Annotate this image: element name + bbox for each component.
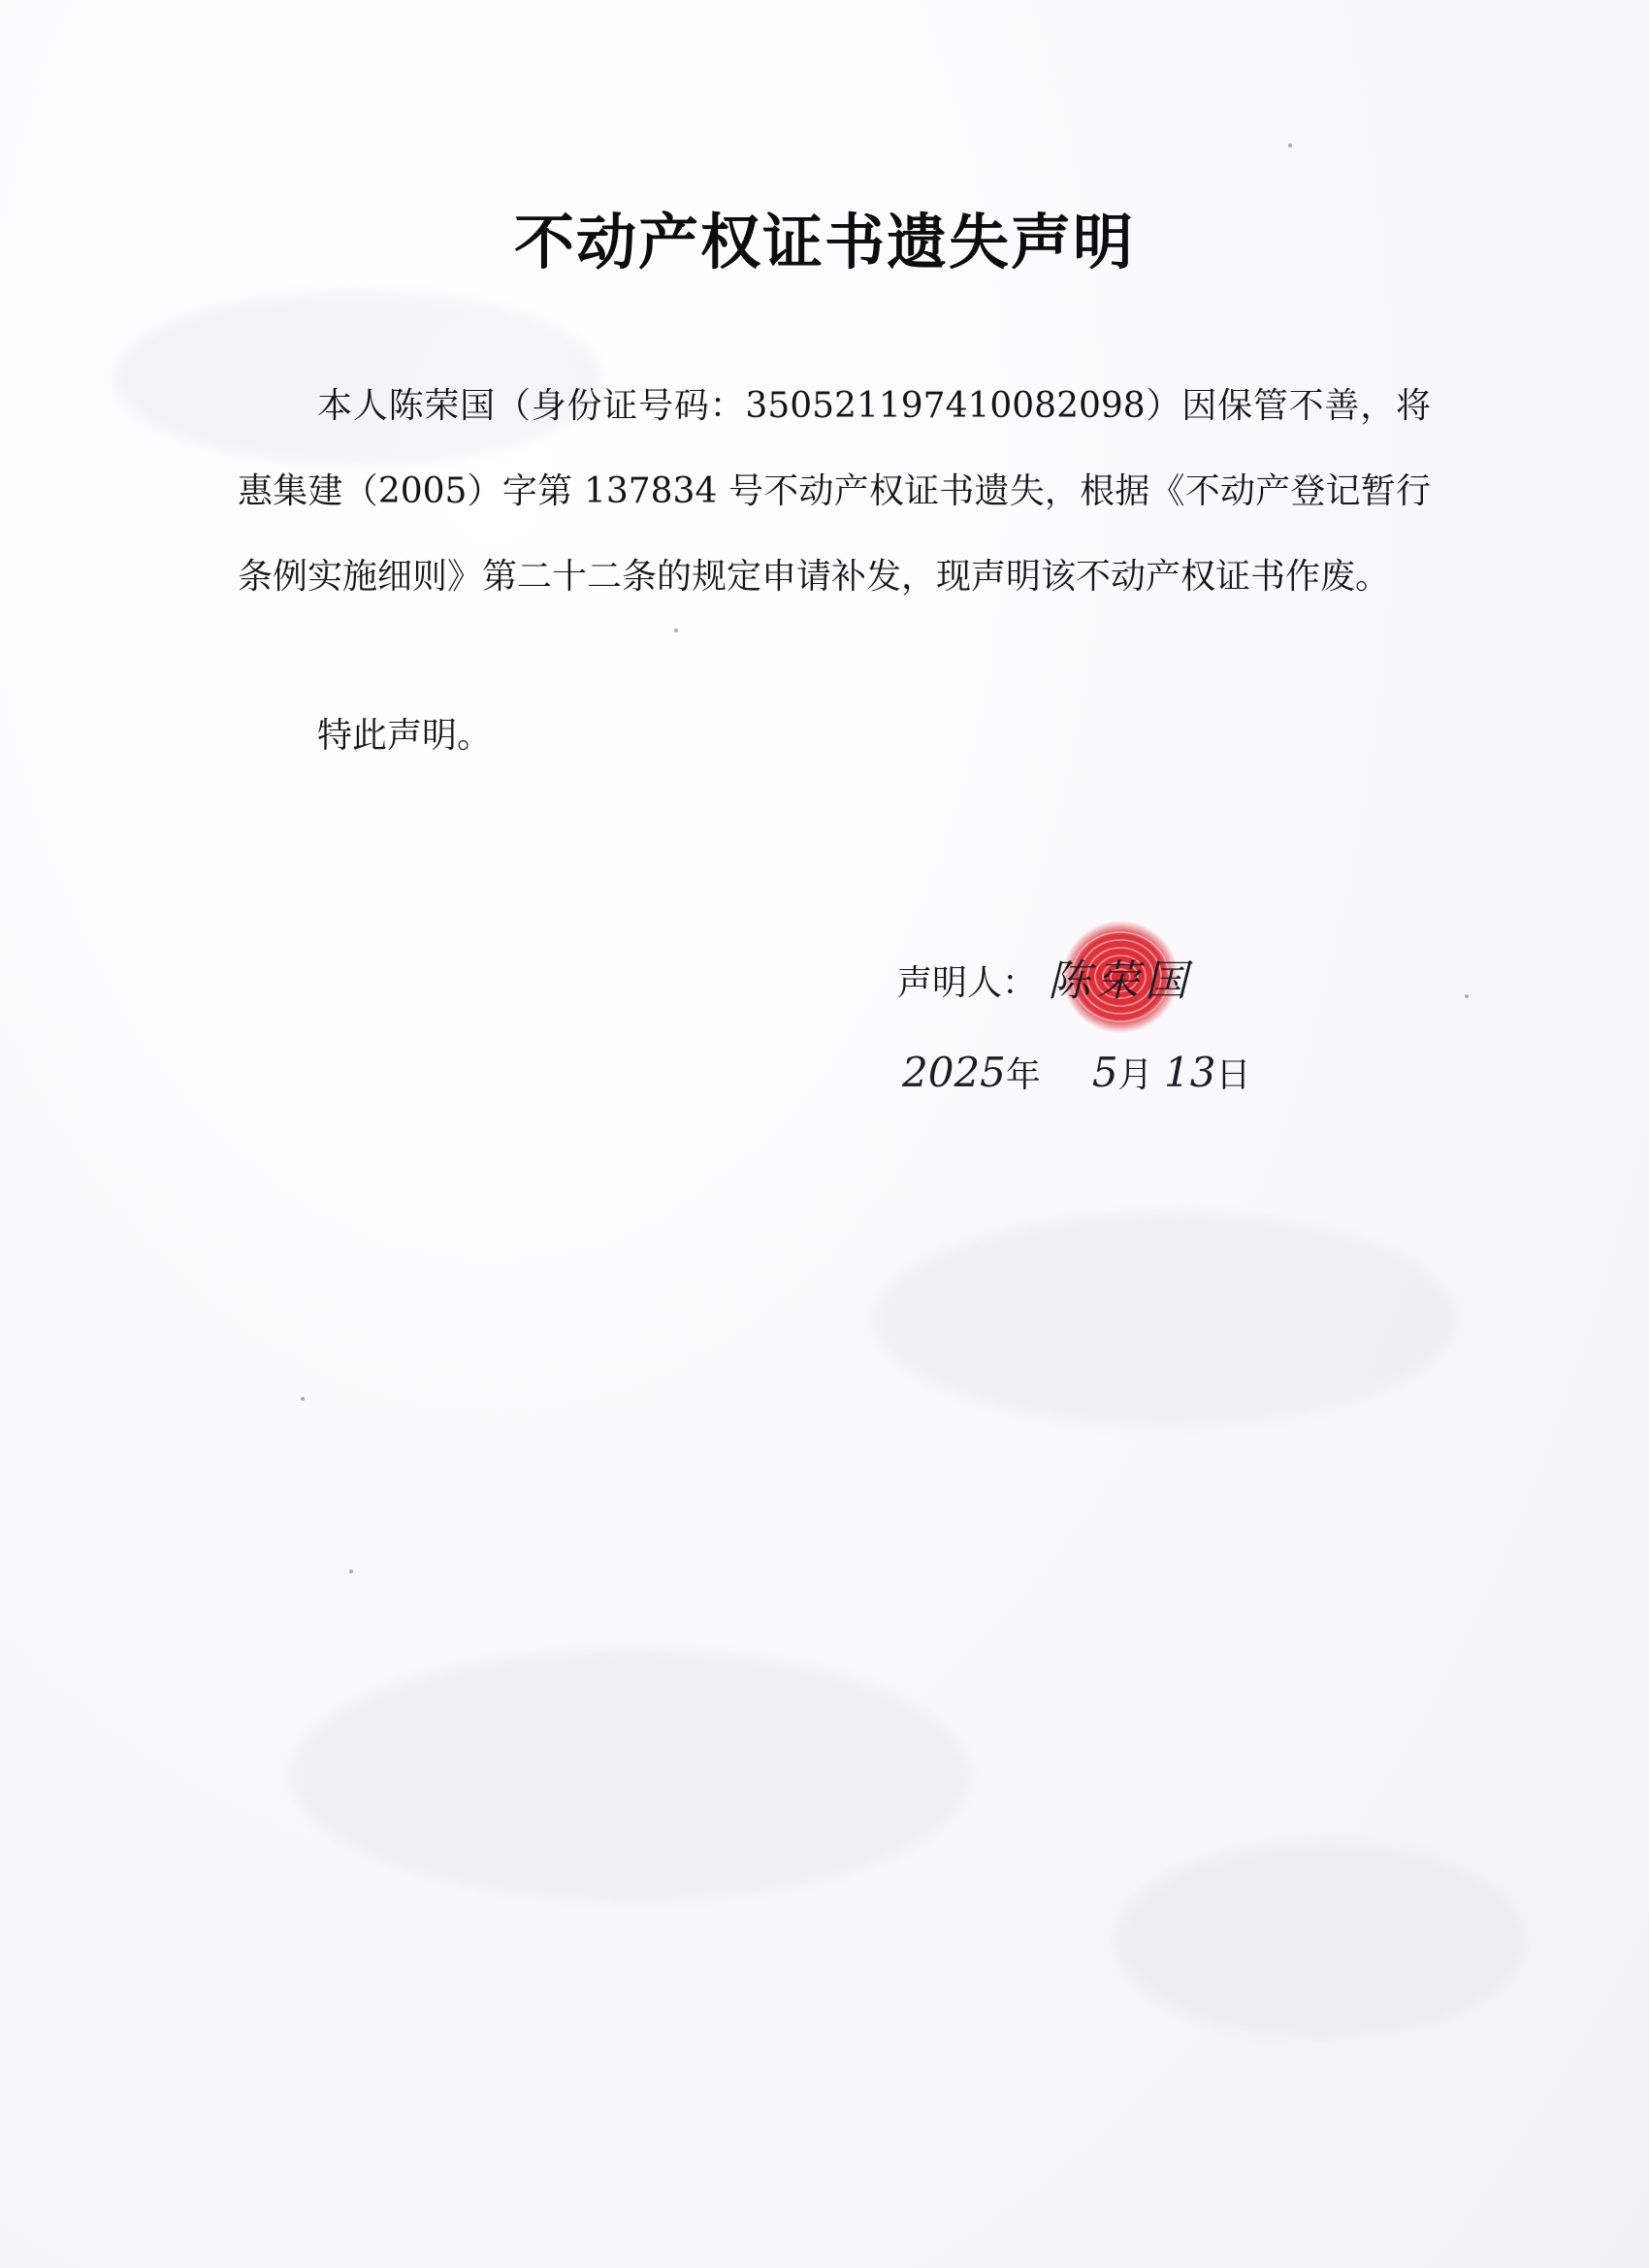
paper-crease: [291, 1649, 970, 1901]
paper-speck: [674, 629, 678, 632]
declarant-line: [897, 956, 1037, 1005]
document-title: 不动产权证书遗失声明: [513, 207, 1135, 277]
date-year-unit: 年: [1005, 1055, 1041, 1095]
paper-crease: [1116, 1843, 1523, 2037]
paper-crease: [873, 1213, 1455, 1426]
date-year: 2025: [902, 1049, 1006, 1096]
paper-speck: [1465, 994, 1469, 998]
closing-statement: 特此声明。: [317, 716, 493, 756]
date-month-unit: 月: [1117, 1055, 1153, 1095]
date-day-unit: 日: [1215, 1055, 1251, 1095]
declarant-label: 声明人：: [897, 963, 1038, 1003]
paper-speck: [349, 1570, 353, 1573]
date-month: 5: [1091, 1049, 1118, 1096]
statement-paragraph: 本人陈荣国（身份证号码：350521197410082098）因保管不善，将惠集建（2005）字第 137834 号不动产权证书遗失，根据《不动产登记暂行条例实施细则》第二十二条的规定申请补发，现声明该不动产权证书作废。: [238, 386, 1431, 597]
paper-speck: [301, 1397, 305, 1401]
date-day: 13: [1164, 1049, 1216, 1096]
handwritten-signature: 陈荣国: [1048, 956, 1193, 1006]
paper-speck: [1288, 144, 1292, 147]
signature-block: [1038, 917, 1290, 1043]
date-line: [902, 1048, 1250, 1097]
